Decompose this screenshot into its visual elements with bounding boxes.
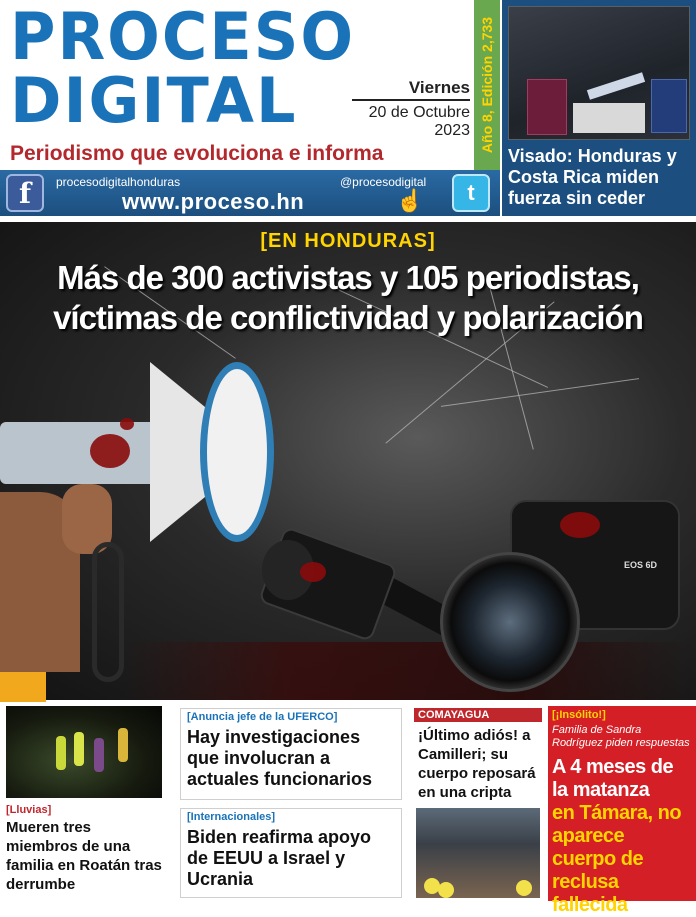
hero-headline[interactable] — [0, 258, 696, 338]
story-lluvias-headline[interactable]: Mueren tres miembros de una familia en Roatán tras derrumbe — [6, 819, 162, 893]
megaphone-rim — [200, 362, 274, 542]
hero-headline-line1[interactable]: Más de 300 activistas y 105 periodistas, — [57, 259, 639, 296]
twitter-icon[interactable]: t — [452, 174, 490, 212]
website-link[interactable]: www.proceso.hn — [122, 189, 305, 214]
story-comayagua-image — [416, 808, 540, 898]
blood-splatter — [90, 434, 130, 468]
issue-date-text: 20 de Octubre — [368, 104, 470, 121]
rescuer-figure — [56, 736, 66, 770]
issue-date — [352, 78, 470, 140]
story-internacionales-tag: [Internacionales] — [187, 811, 276, 823]
story-insolito-tag: [¡Insólito!] — [552, 709, 606, 721]
rescuer-figure — [74, 732, 84, 766]
story-uferco-tag: [Anuncia jefe de la UFERCO] — [187, 711, 338, 723]
edition-number: Año 8, Edición 2,733 — [479, 16, 495, 154]
flower-arrangement — [516, 880, 532, 896]
tagline: Periodismo que evoluciona e informa — [10, 142, 384, 165]
camera-lens — [440, 552, 580, 692]
rescuer-figure — [118, 728, 128, 762]
blood-splatter — [120, 418, 134, 430]
story-comayagua[interactable] — [414, 708, 542, 898]
twitter-handle[interactable]: @procesodigital — [340, 175, 427, 189]
hero-section-tag: [EN HONDURAS] — [260, 230, 436, 252]
top-story-image — [508, 6, 690, 140]
blood-splatter — [560, 512, 600, 538]
airplane-icon — [587, 72, 645, 99]
megaphone-cord — [92, 542, 124, 682]
story-lluvias-tag: [Lluvias] — [6, 804, 52, 816]
story-internacionales[interactable] — [180, 808, 402, 898]
truck-icon — [573, 103, 645, 133]
story-insolito-headline-part1[interactable]: A 4 meses de la matanza — [552, 756, 674, 801]
hero-headline-line2[interactable]: víctimas de conflictividad y polarización — [53, 299, 643, 336]
issue-year: 2023 — [434, 122, 470, 139]
story-uferco[interactable] — [180, 708, 402, 800]
megaphone-icon — [0, 422, 170, 484]
facebook-icon[interactable]: f — [6, 174, 44, 212]
story-insolito-headline-part2[interactable]: en Támara, no aparece cuerpo de reclusa fallecida — [552, 802, 682, 916]
blood-splatter — [300, 562, 326, 582]
story-lluvias-image — [6, 706, 162, 798]
edition-strip — [474, 0, 500, 170]
flower-arrangement — [438, 882, 454, 898]
hand-cursor-icon: ☝ — [396, 188, 424, 213]
hero-story[interactable] — [0, 222, 696, 700]
blood-stain — [120, 642, 696, 700]
brand-title-line2[interactable]: DIGITAL — [10, 64, 298, 137]
top-story[interactable] — [502, 0, 696, 216]
story-internacionales-headline[interactable]: Biden reafirma apoyo de EEUU a Israel y Ucrania — [187, 827, 372, 889]
story-comayagua-headline[interactable]: ¡Último adiós! a Camilleri; su cuerpo reposará en una cripta — [418, 727, 536, 801]
masthead — [0, 0, 696, 222]
rescuer-figure — [94, 738, 104, 772]
camera-model-label: EOS 6D — [624, 560, 658, 570]
facebook-handle[interactable]: procesodigitalhonduras — [56, 175, 181, 189]
passport-icon — [527, 79, 567, 135]
social-bar — [0, 170, 500, 216]
top-story-headline[interactable]: Visado: Honduras y Costa Rica miden fuerza sin ceder — [508, 146, 677, 208]
brand-title-line1[interactable]: PROCESO — [10, 0, 356, 75]
story-lluvias[interactable] — [6, 706, 166, 896]
story-comayagua-tag: COMAYAGUA — [414, 708, 542, 722]
story-uferco-headline[interactable]: Hay investigaciones que involucran a actuales funcionarios — [187, 727, 373, 789]
story-insolito[interactable] — [548, 706, 696, 916]
passport-icon — [651, 79, 687, 133]
story-insolito-subtitle: Familia de Sandra Rodríguez piden respuestas — [552, 724, 690, 749]
issue-day: Viernes — [352, 78, 470, 101]
